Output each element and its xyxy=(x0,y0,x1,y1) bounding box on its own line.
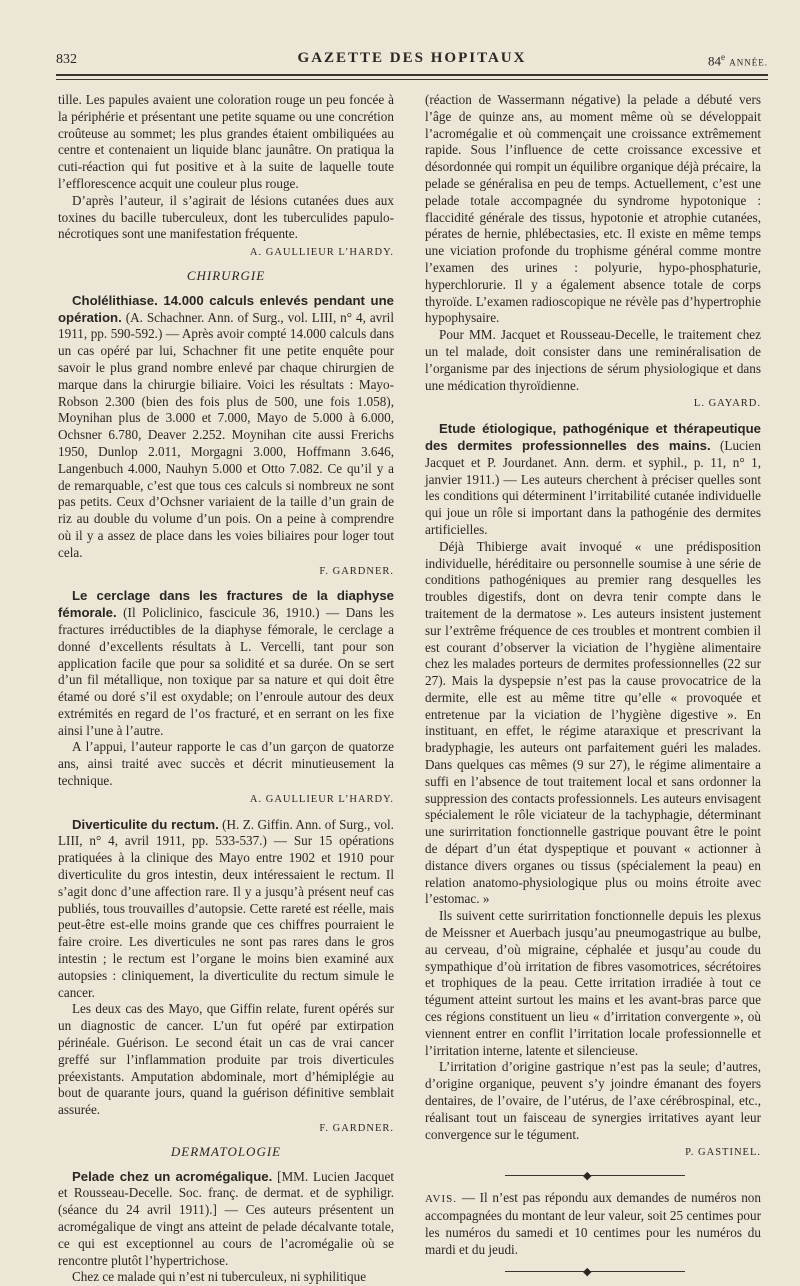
paragraph: Déjà Thibierge avait invoqué « une prédisposition individuelle, héréditaire ou personnelle soumise à une série de conditions pathogéniques au premier rang desquelles les troubles digestifs, dont on devra tenir compte dans le traitement de la dermatose ». Les auteurs insistent justement sur l’extrême fréquence de ces troubles et montrent combien il est courant d’observer la viciation de l’hygiène alimentaire chez les malades porteurs de dermites professionnelles (22 sur 27). Mais la dyspepsie n’est pas la cause provocatrice de la dermite, elle est au même titre qu’elle « provoquée et entretenue par la viciation de l’hygiène digestive ». En instituant, en effet, le régime ataraxique et prescrivant la bradyphagie, les auteurs ont parfaitement guéri les malades. Dans quelques cas mêmes (9 sur 27), le régime alimentaire a suffi en l’absence de tout traitement local et sans ordonner la suppression des contacts professionnels. Les auteurs envisagent spécialement le rôle viciateur de la tachyphagie, déterminant une surirritation fonctionnelle gastrique pouvant être le point de départ d’un état dyspeptique et pouvant « actionner à distance divers organes ou tissus (spécialement la peau) en relation anatomo-physiologique plus ou moins étroite avec l’estomac. » xyxy=(425,538,761,907)
author-signature: A. GAULLIEUR L’HARDY. xyxy=(249,247,394,259)
divider-line xyxy=(505,1175,685,1176)
paragraph: Ils suivent cette surirritation fonctionnelle depuis les plexus de Meissner et Auerbach jusqu’au pneumogastrique au bulbe, au cerveau, d’où migraine, céphalée et jusqu’au coude du sympathique d’où irritation de fibres vasomotrices, sécrétoires et trophiques de la peau. Cette irritation irradiée à tout ce tégument atteint surtout les mains et les avant-bras parce que ces régions constituent un lieu « d’irritation convergente », où viennent entrer en conflit l’irritation locale professionnelle et l’irritation interne, latente et silencieuse. xyxy=(425,908,761,1058)
fleuron-icon: ◆ xyxy=(583,1266,592,1279)
article-title: Etude étiologique, pathogénique et thérapeutique des dermites professionnelles des mains. xyxy=(425,421,761,453)
notice-label: AVIS. xyxy=(425,1193,458,1206)
page-header xyxy=(56,50,768,72)
year-suffix: e xyxy=(721,52,726,62)
paragraph: D’après l’auteur, il s’agirait de lésions cutanées dues aux toxines du bacille tuberculeux, dont les tuberculides papulo-nécrotiques sont une manifestation fréquente. xyxy=(58,192,394,242)
author-signature: F. GARDNER. xyxy=(319,565,394,577)
journal-title: GAZETTE DES HOPITAUX xyxy=(297,50,527,66)
article-title: Pelade chez un acromégalique. xyxy=(72,1168,273,1184)
ornament-divider xyxy=(425,1168,761,1182)
author-signature: A. GAULLIEUR L’HARDY. xyxy=(249,793,394,805)
paragraph: L’irritation d’origine gastrique n’est pas la seule; d’autres, d’origine organique, peuvent s’y joindre émanant des foyers dentaires, de l’ovaire, de l’utérus, de l’axe cérébrospinal, etc., réalisant tout un faisceau de synergies irritatives ayant leur convergence sur le tégument. xyxy=(425,1059,761,1142)
article-body: [MM. Lucien Jacquet et Rousseau-Decelle. Soc. franç. de dermat. et de syphiligr. (séance du 24 avril 1911).] — Ces auteurs présentent un acromégalique de vingt ans atteint de pelade décalvante totale, ce qui est exceptionnel au cours de l’acromégalie où se rencontre plutôt l’hypertrichose. xyxy=(58,1168,394,1268)
notice-paragraph xyxy=(425,1190,761,1258)
article-entry xyxy=(58,588,394,739)
header-rule-thick xyxy=(56,74,768,76)
section-heading-chirurgie: CHIRURGIE xyxy=(186,267,266,283)
paragraph: Les deux cas des Mayo, que Giffin relate, furent opérés sur un diagnostic de cancer. L’un fut opéré par extirpation périnéale. Guérison. Le second était un cas de vrai cancer greffé sur l’inflammation produite par trois diverticules préexistants. Amputation abdominale, mort d’hémiplégie au bout de quarante jours, quand la guérison définitive semblait assurée. xyxy=(58,1001,394,1118)
paragraph: Pour MM. Jacquet et Rousseau-Decelle, le traitement chez un tel malade, doit consister dans une reminéralisation de l’organisme par des injections de sérum physiologique et dans une médication thyroïdienne. xyxy=(425,327,761,393)
volume-year xyxy=(708,52,768,69)
article-entry xyxy=(58,817,394,1002)
author-signature: F. GARDNER. xyxy=(319,1123,394,1135)
section-heading-dermatologie: DERMATOLOGIE xyxy=(170,1143,282,1159)
paragraph: (réaction de Wassermann négative) la pelade a débuté vers l’âge de quinze ans, au moment même où se développait l’acromégalie et où commençait une croissance extrêmement rapide. Sous l’influence de cette croissance excessive et désordonnée qui rompit un équilibre organique déjà précaire, la pelade se généralisa en peu de temps. Actuellement, c’est une pelade totale accompagnée du syndrome hypotonique : flaccidité générale des tissus, hypotonie et atrophie cutanées, pérates de hernie, phlébectasies, etc. Il existe en même temps une viciation profonde du trophisme général comme montre l’examen des urines : polyurie, hypo-phosphaturie, hyperchlorurie. Il y a également absence totale de corps thyroïde. L’examen radioscopique ne révèle pas d’hypertrophie hypophysaire. xyxy=(425,92,761,326)
ornament-divider xyxy=(425,1264,761,1278)
article-body: (Lucien Jacquet et P. Jourdanet. Ann. derm. et syphil., p. 11, n° 1, janvier 1911.) — Les auteurs cherchent à préciser quelles sont les conditions qui déterminent l’irritabilité cutanée individuelle qui joue un rôle si important dans la pathogénie des dermites artificielles. xyxy=(425,437,761,537)
divider-line xyxy=(505,1271,685,1272)
article-body: (A. Schachner. Ann. of Surg., vol. LIII, n° 4, avril 1911, pp. 590-592.) — Après avoir compté 14.000 calculs dans un cas opéré par lui, Schachner fit une petite enquête pour savoir le plus grand nombre enlevé par chaque chirurgien de marque dans la chirurgie biliaire. Voici les résultats : Mayo-Robson 2.300 (bien des fois plus de 500, une fois 1.058), Moynihan plus de 3.000 et 7.000, Mayo de 5.000 à 6.000, Ochsner 6.780, Deaver 2.252. Moynihan cite aussi Frerichs 1950, Dunlop 2.011, Morgagni 3.000, Hoffmann 3.646, Langenbuch 4.000, Nauhyn 5.000 et Otto 7.082. Ce qu’il y a de remarquable, c’est que tous ces calculs si nombreux ne sont pas petits. Ceux d’Ochsner variaient de la taille d’un grain de riz au double du volume d’un pois. On a peine à comprendre où il y a assez de place dans les voies biliaires pour loger tout cela. xyxy=(58,309,394,560)
year-number: 84 xyxy=(708,53,721,69)
page-number: 832 xyxy=(56,52,77,67)
paragraph: A l’appui, l’auteur rapporte le cas d’un garçon de quatorze ans, ainsi traité avec succès et décrit minutieusement la technique. xyxy=(58,739,394,789)
left-column xyxy=(58,92,394,1286)
paragraph: tille. Les papules avaient une coloration rouge un peu foncée à la périphérie et présentant une petite squame ou une concrétion croûteuse au sommet; les plus grandes étaient ombiliquées au centre et contenaient un liquide blanc jaunâtre. On pratiqua la cuti-réaction qui fut positive et à la suite de laquelle toute l’efflorescence acquit une couleur plus rouge. xyxy=(58,92,394,191)
article-entry xyxy=(58,293,394,562)
paragraph: Chez ce malade qui n’est ni tuberculeux, ni syphilitique xyxy=(72,1269,367,1285)
author-signature: L. GAYARD. xyxy=(693,398,761,410)
article-body: (H. Z. Giffin. Ann. of Surg., vol. LIII, n° 4, avril 1911, pp. 533-537.) — Sur 15 opérations pratiquées à la clinique des Mayo entre 1902 et 1910 pour diverticulite du gros intestin, deux intéressaient le rectum. Il s’agit donc d’une affection rare. Il y a jusqu’à présent neuf cas publiés, tous trouvailles d’autopsie. Cette rareté est réelle, mais peut-être est-elle moins grande que ces chiffres pourraient le faire croire. Les diverticules ne sont pas rares dans le gros intestin ; le rectum est l’organe le moins bien examiné aux autopsies : cliniquement, la diverticulite du rectum simule le cancer. xyxy=(58,816,394,1000)
article-title: Le cerclage dans les fractures de la diaphyse fémorale. xyxy=(58,588,394,621)
year-word: ANNÉE. xyxy=(729,57,768,68)
article-entry xyxy=(425,421,761,539)
article-body: (Il Policlinico, fascicule 36, 1910.) — Dans les fractures irréductibles de la diaphyse fémorale, le cerclage a donné d’excellents résultats à L. Vercelli, tant pour son application facile que pour sa solidité et sa durée. On se sert d’un fil métallique, non toxique par sa nature et qui doit être étamé ou doré s’il est oxydable; on l’enroule autour des deux extrémités en regard de l’os fracturé, et en serrant on les fixe ainsi l’une à l’autre. xyxy=(58,605,394,738)
fleuron-icon: ◆ xyxy=(583,1170,592,1183)
notice-text: — Il n’est pas répondu aux demandes de numéros non accompagnées du montant de leur valeur, soit 25 centimes pour les numéros du samedi et 10 centimes pour les numéros du mardi et du jeudi. xyxy=(425,1190,761,1257)
header-rule-thin xyxy=(56,79,768,80)
article-title: Diverticulite du rectum. xyxy=(72,816,219,832)
right-column xyxy=(425,92,761,1286)
author-signature: P. GASTINEL. xyxy=(685,1147,761,1159)
article-entry xyxy=(58,1169,394,1270)
article-title: Cholélithiase. 14.000 calculs enlevés pendant une opération. xyxy=(58,292,394,325)
